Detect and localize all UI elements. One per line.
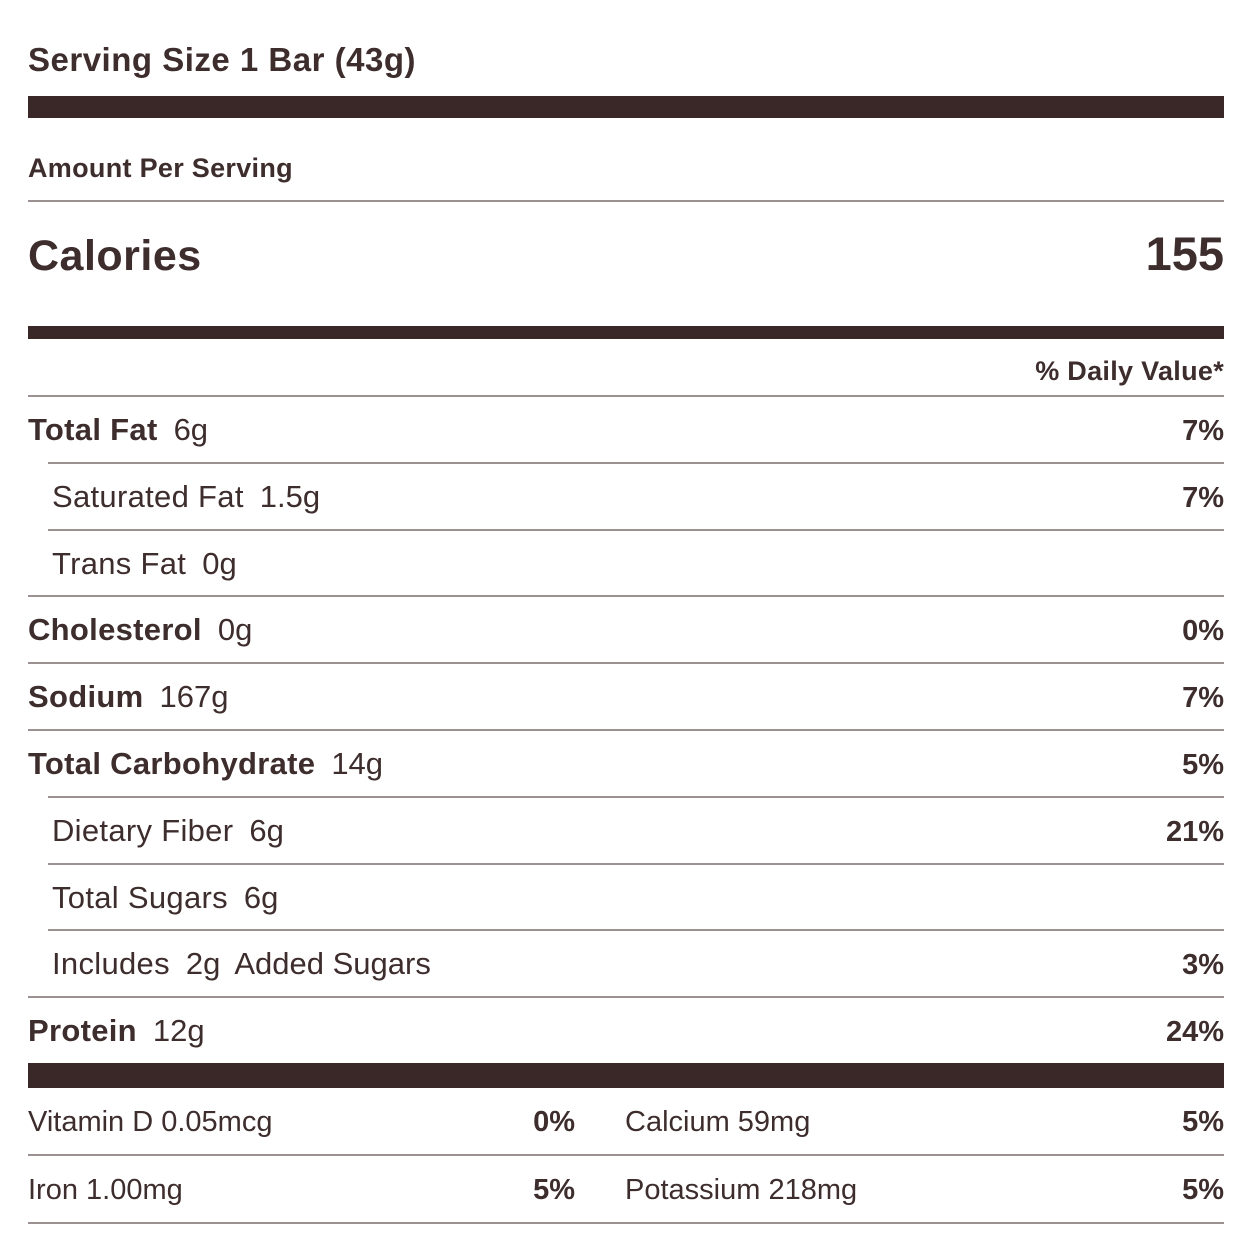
micronutrient-label: Potassium 218mg (625, 1174, 858, 1206)
nutrient-daily-value: 3% (1182, 949, 1224, 981)
micronutrient-daily-value: 5% (1182, 1106, 1224, 1138)
nutrient-row-total-sugars (28, 865, 1224, 929)
micronutrient-daily-value: 5% (1182, 1174, 1224, 1206)
micronutrient-label: Iron 1.00mg (28, 1174, 183, 1206)
nutrient-label: Sodium (28, 679, 144, 714)
nutrient-amount: 12g (152, 1013, 205, 1048)
nutrient-row-added-sugars (28, 931, 1224, 996)
nutrient-amount: 1.5g (259, 479, 321, 514)
nutrient-row-sodium (28, 664, 1224, 729)
nutrient-daily-value: 0% (1182, 615, 1224, 647)
thick-divider-bottom (28, 1063, 1224, 1088)
nutrient-amount: 167g (159, 679, 229, 714)
nutrient-label: Includes (52, 946, 170, 981)
nutrient-row-dietary-fiber (28, 798, 1224, 863)
divider (28, 1222, 1224, 1224)
nutrient-row-trans-fat (28, 531, 1224, 595)
nutrient-label-suffix: Added Sugars (234, 946, 431, 981)
nutrient-label: Total Sugars (52, 880, 228, 915)
calories-row (28, 224, 1224, 286)
calories-value: 155 (1145, 227, 1224, 280)
serving-size-heading: Serving Size 1 Bar (43g) (28, 41, 416, 78)
nutrient-daily-value: 5% (1182, 749, 1224, 781)
nutrient-label: Protein (28, 1013, 137, 1048)
thick-divider-top (28, 96, 1224, 118)
nutrient-label: Total Carbohydrate (28, 746, 316, 781)
nutrient-label: Dietary Fiber (52, 813, 234, 848)
daily-value-header: % Daily Value* (1035, 356, 1224, 386)
micronutrient-row-2 (28, 1156, 1224, 1222)
nutrient-row-total-carbohydrate (28, 731, 1224, 796)
nutrient-daily-value: 21% (1165, 816, 1224, 848)
divider (28, 200, 1224, 202)
nutrient-amount: 2g (185, 946, 221, 981)
nutrient-amount: 6g (173, 412, 209, 447)
nutrient-amount: 0g (202, 546, 237, 581)
micronutrient-label: Vitamin D 0.05mcg (28, 1106, 273, 1138)
nutrient-amount: 14g (331, 746, 384, 781)
nutrient-label: Total Fat (28, 412, 158, 447)
micronutrient-daily-value: 5% (533, 1174, 575, 1206)
nutrient-daily-value: 7% (1182, 682, 1224, 714)
thick-divider-calories (28, 326, 1224, 339)
micronutrient-daily-value: 0% (533, 1106, 575, 1138)
nutrient-label: Cholesterol (28, 612, 202, 647)
nutrient-row-saturated-fat (28, 464, 1224, 529)
micronutrient-row-1 (28, 1088, 1224, 1154)
amount-per-serving-label: Amount Per Serving (28, 153, 293, 183)
micronutrient-label: Calcium 59mg (625, 1106, 811, 1138)
nutrient-daily-value: 7% (1182, 482, 1224, 514)
nutrient-daily-value: 24% (1165, 1016, 1224, 1048)
nutrient-amount: 6g (243, 880, 279, 915)
nutrient-row-protein (28, 998, 1224, 1063)
nutrient-row-cholesterol (28, 597, 1224, 662)
nutrient-daily-value: 7% (1182, 415, 1224, 447)
calories-label: Calories (28, 232, 202, 280)
nutrient-amount: 0g (217, 612, 253, 647)
nutrient-label: Saturated Fat (52, 479, 244, 514)
nutrient-amount: 6g (249, 813, 284, 848)
nutrient-row-total-fat (28, 397, 1224, 462)
nutrient-label: Trans Fat (52, 546, 187, 581)
